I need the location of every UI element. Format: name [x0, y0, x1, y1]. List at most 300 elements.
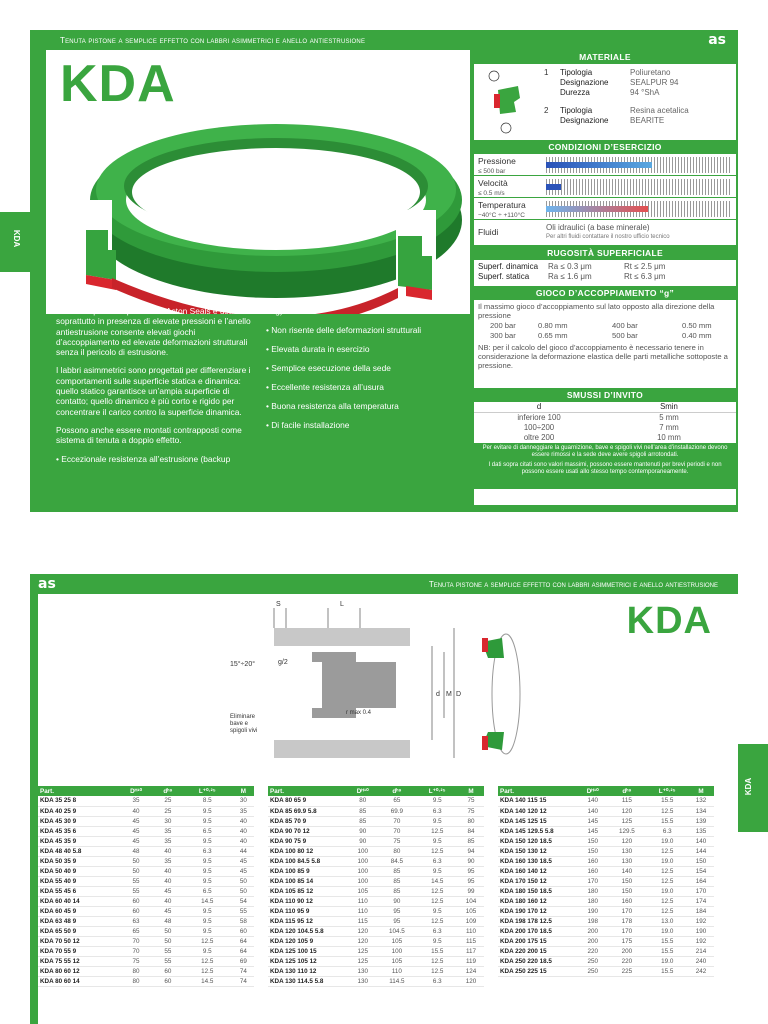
- part-code-cell: KDA 100 85 14: [268, 876, 348, 886]
- value-cell: 140: [607, 866, 646, 876]
- value-cell: 45: [118, 816, 154, 826]
- value: 7 mm: [659, 423, 679, 432]
- value-cell: 13.0: [646, 916, 688, 926]
- value-cell: 40: [154, 876, 182, 886]
- smussi-heading: SMUSSI D’INVITO: [474, 388, 736, 402]
- sizes-table-3: [498, 786, 714, 977]
- part-code-cell: KDA 80 65 9: [268, 796, 348, 806]
- value-cell: 200: [607, 946, 646, 956]
- value: 0.50 mm: [682, 321, 712, 331]
- value-cell: 150: [578, 836, 607, 846]
- value-cell: 65: [377, 796, 416, 806]
- note: Per evitare di danneggiare la guarnizione, bave e spigoli vivi nell’area d’installazione devono essere rimossi e la sede deve avere spigoli arrotondati.: [482, 445, 728, 459]
- value: inferiore 100: [517, 413, 561, 422]
- value-cell: 242: [688, 966, 714, 976]
- value-cell: 14.5: [182, 976, 233, 986]
- value-cell: 70: [118, 936, 154, 946]
- value-cell: 85: [377, 866, 416, 876]
- column-header: L⁺⁰·²⁵: [416, 786, 458, 796]
- pressure-scale: [546, 157, 732, 173]
- value-cell: 90: [458, 856, 484, 866]
- value-cell: 9.5: [182, 806, 233, 816]
- table-row: [38, 936, 254, 946]
- value-cell: 9.5: [182, 916, 233, 926]
- value-cell: 50: [154, 926, 182, 936]
- value-cell: 50: [233, 886, 254, 896]
- table-row: [38, 896, 254, 906]
- value-cell: 184: [688, 906, 714, 916]
- value-cell: 6.3: [416, 856, 458, 866]
- value-cell: 95: [458, 866, 484, 876]
- value-cell: 70: [118, 946, 154, 956]
- table-row: [498, 926, 714, 936]
- value-cell: 12.5: [646, 896, 688, 906]
- fluids-value: Oli idraulici (a base minerale): [546, 223, 650, 232]
- value-cell: 214: [688, 946, 714, 956]
- value-cell: 200: [578, 926, 607, 936]
- table-row: [38, 906, 254, 916]
- value-cell: 40: [154, 866, 182, 876]
- value-cell: 104: [458, 896, 484, 906]
- table-row: [498, 856, 714, 866]
- table-row: [498, 916, 714, 926]
- value-cell: 130: [607, 856, 646, 866]
- part-code-cell: KDA 200 175 15: [498, 936, 578, 946]
- table-row: [268, 936, 484, 946]
- table-row: [268, 906, 484, 916]
- part-code-cell: KDA 45 35 9: [38, 836, 118, 846]
- table-row: [38, 956, 254, 966]
- table-row: [38, 826, 254, 836]
- page-2-side-tab: [738, 744, 768, 832]
- value-cell: 170: [607, 926, 646, 936]
- table-row: [498, 896, 714, 906]
- value-cell: 110: [348, 906, 377, 916]
- drawing-note: Eliminare bave e spigoli vivi: [230, 714, 258, 734]
- value-cell: 220: [578, 946, 607, 956]
- value-cell: 105: [458, 906, 484, 916]
- value-cell: 85: [377, 876, 416, 886]
- sub: ≤ 0.5 m/s: [478, 190, 505, 197]
- table-row: [38, 796, 254, 806]
- table-row: [498, 836, 714, 846]
- part-code-cell: KDA 90 75 9: [268, 836, 348, 846]
- feature-list: [266, 306, 446, 439]
- ra: Ra ≤ 0.3 μm: [548, 262, 592, 271]
- table-row: [38, 946, 254, 956]
- value-cell: 58: [233, 916, 254, 926]
- value-cell: 84: [458, 826, 484, 836]
- label: Pressione: [478, 156, 516, 166]
- value-cell: 80: [348, 796, 377, 806]
- value-cell: 12.5: [646, 846, 688, 856]
- value-cell: 8.5: [182, 796, 233, 806]
- value-cell: 9.5: [416, 796, 458, 806]
- label: Superf. dinamica: [478, 262, 539, 271]
- item-number: 1: [544, 68, 549, 77]
- value-cell: 110: [458, 926, 484, 936]
- column-header: Dᴴ¹⁰: [578, 786, 607, 796]
- value: 200 bar: [490, 321, 516, 331]
- label: Designazione: [560, 78, 609, 87]
- part-code-cell: KDA 45 30 9: [38, 816, 118, 826]
- description-paragraph: Possono anche essere montati contrapposti come sistema di tenuta a doppio effetto.: [56, 424, 242, 446]
- value-cell: 15.5: [646, 946, 688, 956]
- value-cell: 80: [377, 846, 416, 856]
- col-smin: Smin: [660, 402, 678, 411]
- value-cell: 19.0: [646, 926, 688, 936]
- value-cell: 40: [154, 846, 182, 856]
- column-header: dʰ⁹: [607, 786, 646, 796]
- value-cell: 69.9: [377, 806, 416, 816]
- value-cell: 55: [154, 956, 182, 966]
- temperature-fill: [546, 206, 648, 212]
- part-code-cell: KDA 150 120 18.5: [498, 836, 578, 846]
- part-code-cell: KDA 55 40 9: [38, 876, 118, 886]
- seal-ring-image: [46, 50, 470, 314]
- part-code-cell: KDA 80 60 12: [38, 966, 118, 976]
- column-header: L⁺⁰·²⁵: [646, 786, 688, 796]
- table-row: [498, 796, 714, 806]
- label: Designazione: [560, 116, 609, 125]
- value-cell: 119: [458, 956, 484, 966]
- table-row: [268, 926, 484, 936]
- table-row: [38, 916, 254, 926]
- value-cell: 9.5: [182, 816, 233, 826]
- table-row: [498, 886, 714, 896]
- value: 0.80 mm: [538, 321, 568, 331]
- part-code-cell: KDA 65 50 9: [38, 926, 118, 936]
- table-row: [498, 846, 714, 856]
- part-code-cell: KDA 140 115 15: [498, 796, 578, 806]
- part-code-cell: KDA 85 69.9 5.8: [268, 806, 348, 816]
- value-cell: 19.0: [646, 836, 688, 846]
- part-code-cell: KDA 120 104.5 5.8: [268, 926, 348, 936]
- part-code-cell: KDA 250 225 15: [498, 966, 578, 976]
- value-cell: 154: [688, 866, 714, 876]
- value-cell: 12.5: [416, 846, 458, 856]
- gioco-section: [474, 300, 736, 388]
- value-cell: 164: [688, 876, 714, 886]
- value-cell: 30: [154, 816, 182, 826]
- value-cell: 60: [118, 906, 154, 916]
- value-cell: 75: [458, 806, 484, 816]
- value-cell: 6.3: [416, 806, 458, 816]
- value-cell: 74: [233, 976, 254, 986]
- value-cell: 175: [607, 936, 646, 946]
- value-cell: 48: [154, 916, 182, 926]
- table-row: [498, 906, 714, 916]
- part-code-cell: KDA 250 220 18.5: [498, 956, 578, 966]
- value-cell: 30: [233, 796, 254, 806]
- value-cell: 35: [154, 836, 182, 846]
- value-cell: 9.5: [182, 926, 233, 936]
- value-cell: 250: [578, 966, 607, 976]
- value-cell: 6.3: [416, 976, 458, 986]
- value-cell: 9.5: [416, 906, 458, 916]
- value-cell: 190: [688, 926, 714, 936]
- value-cell: 45: [118, 826, 154, 836]
- value-cell: 250: [578, 956, 607, 966]
- part-code-cell: KDA 90 70 12: [268, 826, 348, 836]
- value-cell: 85: [348, 806, 377, 816]
- table-row: [38, 966, 254, 976]
- value-cell: 25: [154, 806, 182, 816]
- part-code-cell: KDA 125 100 15: [268, 946, 348, 956]
- part-code-cell: KDA 140 120 12: [498, 806, 578, 816]
- value-cell: 55: [118, 876, 154, 886]
- materiale-heading: MATERIALE: [474, 50, 736, 64]
- dim-M: M: [446, 691, 452, 698]
- value: 500 bar: [612, 330, 638, 340]
- value-cell: 115: [348, 916, 377, 926]
- value: SEALPUR 94: [630, 78, 679, 87]
- part-code-cell: KDA 63 48 9: [38, 916, 118, 926]
- value-cell: 130: [607, 846, 646, 856]
- value-cell: 12.5: [646, 806, 688, 816]
- page-1-header-title: Tenuta pistone a semplice effetto con labbri asimmetrici e anello antiestrusione: [60, 36, 366, 45]
- part-code-cell: KDA 170 150 12: [498, 876, 578, 886]
- feature-bullet: • Di facile installazione: [266, 420, 350, 430]
- value-cell: 225: [607, 966, 646, 976]
- table-row: [268, 866, 484, 876]
- value-cell: 9.5: [182, 856, 233, 866]
- value-cell: 170: [607, 906, 646, 916]
- table-row: [498, 966, 714, 976]
- value-cell: 75: [458, 796, 484, 806]
- value-cell: 12.5: [416, 886, 458, 896]
- value: 94 °ShA: [630, 88, 660, 97]
- rt: Rt ≤ 2.5 μm: [624, 262, 666, 271]
- part-code-cell: KDA 100 85 9: [268, 866, 348, 876]
- value-cell: 134: [688, 806, 714, 816]
- value-cell: 145: [578, 826, 607, 836]
- part-code-cell: KDA 40 25 9: [38, 806, 118, 816]
- page-1-header: [30, 30, 738, 50]
- feature-bullet: ring): [266, 306, 283, 316]
- value-cell: 15.5: [646, 936, 688, 946]
- value-cell: 15.5: [646, 816, 688, 826]
- label: Velocità: [478, 178, 508, 188]
- value-cell: 140: [578, 796, 607, 806]
- part-code-cell: KDA 180 150 18.5: [498, 886, 578, 896]
- side-tab-label: KDA: [12, 229, 22, 248]
- sizes-table-1: [38, 786, 254, 987]
- table-row: [268, 956, 484, 966]
- part-code-cell: KDA 45 35 6: [38, 826, 118, 836]
- value-cell: 70: [377, 816, 416, 826]
- notes-box: [474, 443, 736, 489]
- table-row: [498, 946, 714, 956]
- part-code-cell: KDA 130 114.5 5.8: [268, 976, 348, 986]
- value-cell: 9.5: [182, 836, 233, 846]
- value-cell: 14.5: [416, 876, 458, 886]
- table-row: [38, 866, 254, 876]
- feature-bullet: • Semplice esecuzione della sede: [266, 363, 391, 373]
- value-cell: 45: [154, 886, 182, 896]
- label: Tipologia: [560, 106, 593, 115]
- feature-bullet: • Eccezionale resistenza all’estrusione (backup: [56, 453, 231, 464]
- page-2-left-strip: [30, 574, 38, 1024]
- table-row: [498, 806, 714, 816]
- value-cell: 160: [607, 896, 646, 906]
- value-cell: 120: [458, 976, 484, 986]
- sizes-table-2: [268, 786, 484, 987]
- seal-section-icon: [484, 68, 524, 138]
- value-cell: 129.5: [607, 826, 646, 836]
- value-cell: 104.5: [377, 926, 416, 936]
- part-code-cell: KDA 160 130 18.5: [498, 856, 578, 866]
- value-cell: 115: [607, 796, 646, 806]
- value-cell: 135: [688, 826, 714, 836]
- smussi-section: [474, 402, 736, 443]
- value-cell: 50: [118, 866, 154, 876]
- value-cell: 44: [233, 846, 254, 856]
- part-code-cell: KDA 50 40 9: [38, 866, 118, 876]
- value-cell: 69: [233, 956, 254, 966]
- part-code-cell: KDA 50 35 9: [38, 856, 118, 866]
- page-1: [30, 30, 738, 512]
- value-cell: 15.5: [646, 796, 688, 806]
- column-header: Part.: [268, 786, 348, 796]
- value-cell: 35: [154, 826, 182, 836]
- value-cell: 15.5: [646, 966, 688, 976]
- value-cell: 90: [348, 836, 377, 846]
- value-cell: 174: [688, 896, 714, 906]
- table-row: [38, 976, 254, 986]
- column-header: M: [458, 786, 484, 796]
- column-header: Dᴴ¹⁰: [118, 786, 154, 796]
- label: Temperatura: [478, 200, 526, 210]
- value-cell: 110: [377, 966, 416, 976]
- value-cell: 84.5: [377, 856, 416, 866]
- value-cell: 12.5: [416, 826, 458, 836]
- value: 400 bar: [612, 321, 638, 331]
- value-cell: 74: [233, 966, 254, 976]
- part-code-cell: KDA 70 55 9: [38, 946, 118, 956]
- value-cell: 95: [377, 906, 416, 916]
- value-cell: 60: [154, 976, 182, 986]
- table-row: [268, 816, 484, 826]
- value-cell: 192: [688, 916, 714, 926]
- part-code-cell: KDA 60 40 14: [38, 896, 118, 906]
- value-cell: 144: [688, 846, 714, 856]
- value-cell: 50: [233, 876, 254, 886]
- page-2: [30, 574, 738, 1024]
- part-code-cell: KDA 60 45 9: [38, 906, 118, 916]
- value-cell: 150: [607, 886, 646, 896]
- dim-angle: 15°÷20°: [230, 661, 256, 668]
- value-cell: 85: [377, 886, 416, 896]
- table-row: [268, 836, 484, 846]
- part-code-cell: KDA 180 160 12: [498, 896, 578, 906]
- feature-bullet: • Non risente delle deformazioni strutturali: [266, 325, 422, 335]
- table-row: [268, 806, 484, 816]
- value-cell: 180: [578, 886, 607, 896]
- value-cell: 200: [578, 936, 607, 946]
- value-cell: 6.3: [182, 846, 233, 856]
- sub: −40°C ÷ +110°C: [478, 212, 525, 219]
- part-code-cell: KDA 220 200 15: [498, 946, 578, 956]
- value-cell: 64: [233, 946, 254, 956]
- value-cell: 120: [348, 926, 377, 936]
- value-cell: 110: [348, 896, 377, 906]
- table-row: [498, 876, 714, 886]
- value-cell: 75: [377, 836, 416, 846]
- item-number: 2: [544, 106, 549, 115]
- dim-d: d: [436, 691, 440, 698]
- value-cell: 12.5: [416, 956, 458, 966]
- value-cell: 145: [578, 816, 607, 826]
- part-code-cell: KDA 100 84.5 5.8: [268, 856, 348, 866]
- value-cell: 9.5: [416, 866, 458, 876]
- value-cell: 9.5: [416, 816, 458, 826]
- value-cell: 132: [688, 796, 714, 806]
- ra: Ra ≤ 1.6 μm: [548, 272, 592, 281]
- value-cell: 6.3: [646, 826, 688, 836]
- column-header: Part.: [38, 786, 118, 796]
- feature-bullet: • Eccellente resistenza all’usura: [266, 382, 384, 392]
- value-cell: 139: [688, 816, 714, 826]
- table-row: [268, 946, 484, 956]
- value-cell: 100: [348, 876, 377, 886]
- value-cell: 12.5: [416, 966, 458, 976]
- temperature-scale: [546, 201, 732, 217]
- value-cell: 19.0: [646, 886, 688, 896]
- value-cell: 45: [233, 866, 254, 876]
- gioco-heading: GIOCO D’ACCOPPIAMENTO “g”: [474, 286, 736, 300]
- column-header: dʰ⁹: [154, 786, 182, 796]
- value-cell: 170: [688, 886, 714, 896]
- value-cell: 40: [233, 836, 254, 846]
- page-2-header: [30, 574, 738, 594]
- velocity-scale: [546, 179, 732, 195]
- product-code-title: KDA: [60, 55, 176, 113]
- value-cell: 120: [607, 806, 646, 816]
- value-cell: 12.5: [646, 876, 688, 886]
- value-cell: 75: [118, 956, 154, 966]
- velocity-row: [474, 176, 736, 198]
- value-cell: 19.0: [646, 956, 688, 966]
- table-row: [498, 936, 714, 946]
- col-d: d: [536, 402, 542, 411]
- part-code-cell: KDA 75 55 12: [38, 956, 118, 966]
- value-cell: 12.5: [646, 906, 688, 916]
- value-cell: 190: [578, 906, 607, 916]
- value-cell: 124: [458, 966, 484, 976]
- value-cell: 40: [233, 826, 254, 836]
- value-cell: 14.5: [182, 896, 233, 906]
- gioco-intro: Il massimo gioco d’accoppiamento sul lato opposto alla direzione della pressione: [478, 302, 715, 321]
- table-row: [38, 876, 254, 886]
- value-cell: 12.5: [182, 956, 233, 966]
- value-cell: 63: [118, 916, 154, 926]
- value-cell: 55: [233, 906, 254, 916]
- table-row: [498, 866, 714, 876]
- part-code-cell: KDA 120 105 9: [268, 936, 348, 946]
- value-cell: 6.5: [182, 886, 233, 896]
- value-cell: 95: [458, 876, 484, 886]
- value-cell: 105: [348, 886, 377, 896]
- table-row: [38, 846, 254, 856]
- value-cell: 35: [154, 856, 182, 866]
- value-cell: 94: [458, 846, 484, 856]
- aston-seals-logo: as: [38, 576, 56, 592]
- value-cell: 220: [607, 956, 646, 966]
- value-cell: 9.5: [416, 936, 458, 946]
- value-cell: 40: [118, 806, 154, 816]
- pressure-fill: [546, 162, 652, 168]
